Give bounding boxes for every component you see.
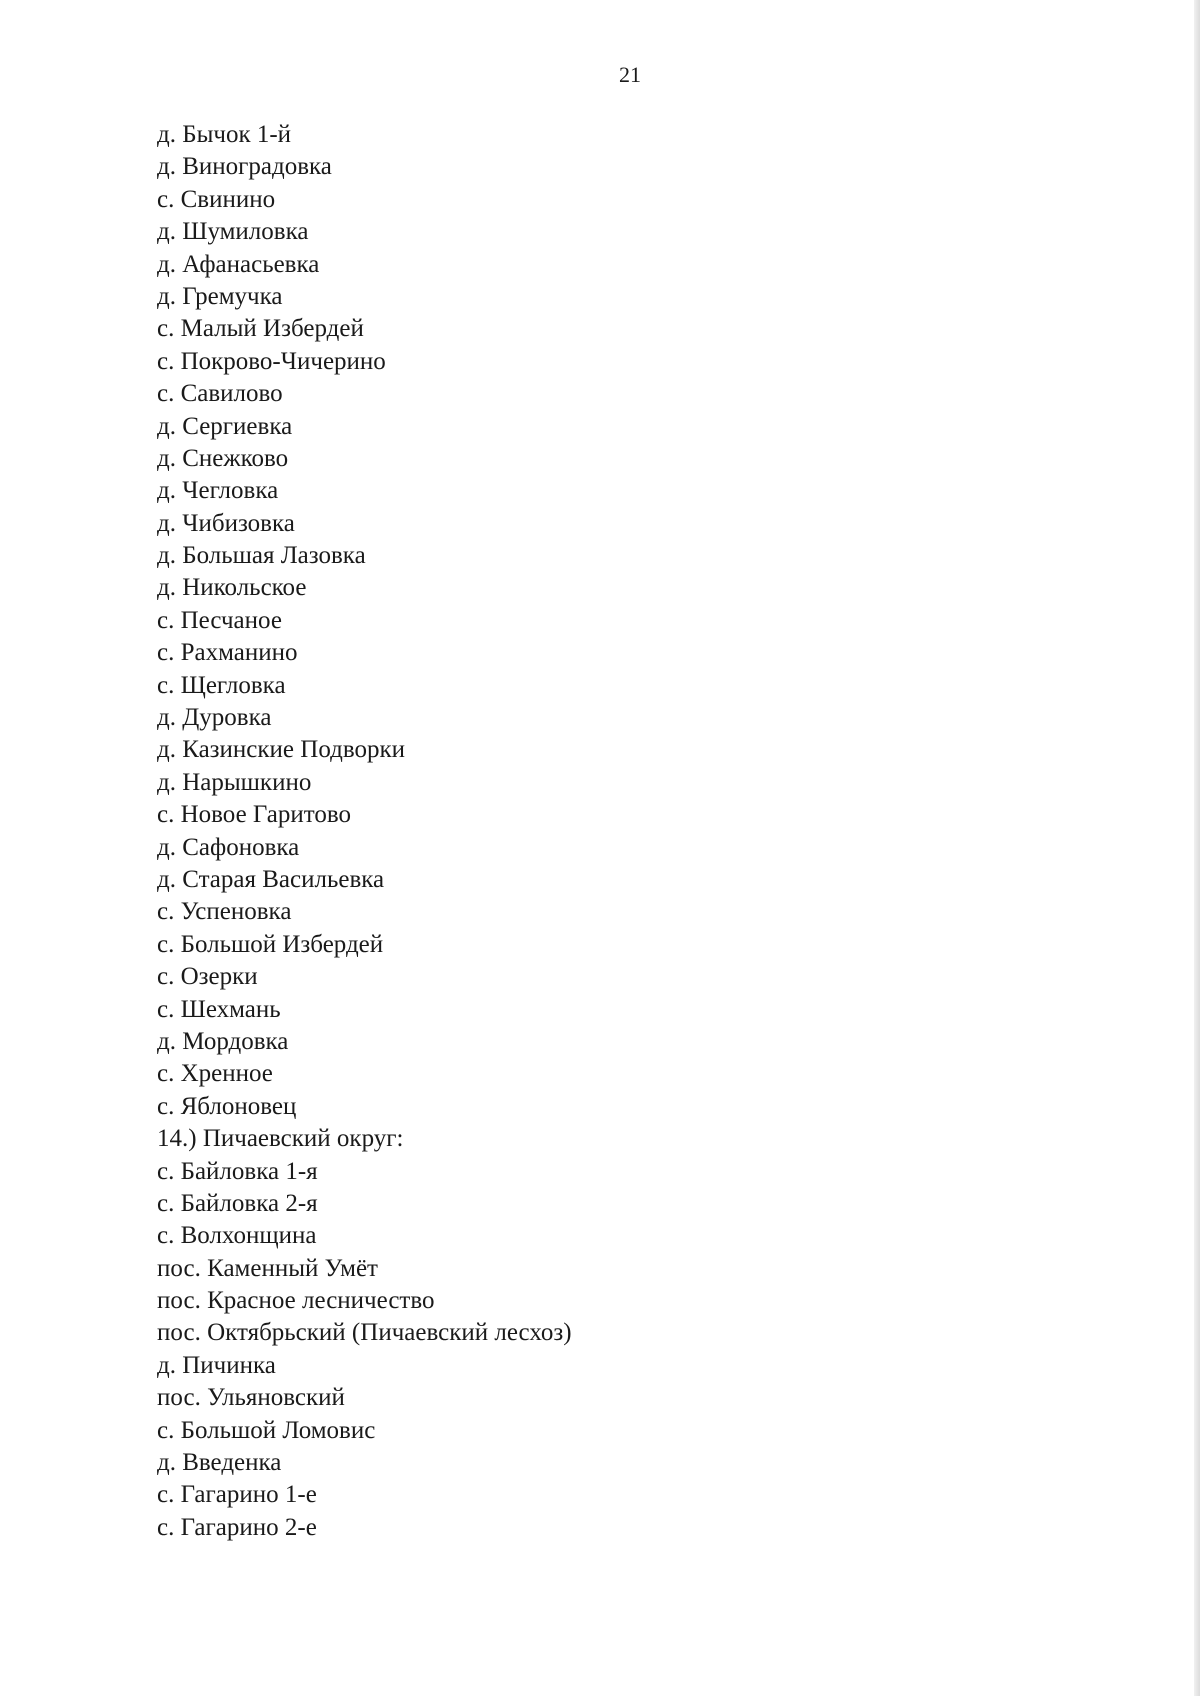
list-item: д. Мордовка	[157, 1027, 289, 1055]
list-item: д. Сафоновка	[157, 833, 300, 861]
list-item: с. Байловка 2-я	[157, 1189, 318, 1217]
section-heading: 14.) Пичаевский округ:	[157, 1125, 404, 1153]
list-item: д. Чибизовка	[157, 509, 295, 537]
list-item: с. Савилово	[157, 380, 283, 408]
list-item: с. Хренное	[157, 1060, 273, 1088]
list-item: д. Снежково	[157, 444, 289, 472]
list-item: д. Старая Васильевка	[157, 865, 385, 893]
list-item: с. Малый Избердей	[157, 315, 364, 343]
list-item: с. Щегловка	[157, 671, 286, 699]
list-item: с. Покрово-Чичерино	[157, 347, 386, 375]
list-item: с. Рахманино	[157, 639, 298, 667]
list-item: д. Нарышкино	[157, 768, 312, 796]
list-item: пос. Ульяновский	[157, 1384, 345, 1412]
list-item: с. Озерки	[157, 963, 258, 991]
list-item: д. Гремучка	[157, 282, 283, 310]
list-item: д. Сергиевка	[157, 412, 293, 440]
list-item: с. Гагарино 2-е	[157, 1513, 317, 1541]
list-item: с. Успеновка	[157, 898, 292, 926]
page-number: 21	[619, 62, 641, 87]
list-item: д. Казинские Подворки	[157, 736, 405, 764]
list-item: с. Свинино	[157, 185, 276, 213]
list-item: с. Гагарино 1-е	[157, 1481, 317, 1509]
list-item: с. Яблоновец	[157, 1092, 297, 1120]
list-item: с. Байловка 1-я	[157, 1157, 318, 1185]
list-item: с. Шехмань	[157, 995, 281, 1023]
list-item: пос. Октябрьский (Пичаевский лесхоз)	[157, 1319, 572, 1347]
list-item: с. Волхонщина	[157, 1222, 317, 1250]
list-item: с. Большой Избердей	[157, 930, 384, 958]
list-item: д. Виноградовка	[157, 153, 332, 181]
list-item: д. Бычок 1-й	[157, 121, 292, 148]
list-item: с. Большой Ломовис	[157, 1416, 376, 1444]
list-item: с. Песчаное	[157, 606, 282, 634]
list-item: д. Введенка	[157, 1449, 282, 1477]
list-item: пос. Каменный Умёт	[157, 1254, 378, 1282]
list-item: д. Никольское	[157, 574, 307, 602]
list-item: д. Шумиловка	[157, 218, 309, 246]
list-item: д. Пичинка	[157, 1351, 276, 1379]
settlement-list	[157, 119, 572, 1544]
list-item: д. Афанасьевка	[157, 250, 320, 278]
list-item: пос. Красное лесничество	[157, 1287, 435, 1315]
list-item: с. Новое Гаритово	[157, 801, 351, 829]
list-item: д. Дуровка	[157, 704, 272, 732]
list-item: д. Чегловка	[157, 477, 279, 505]
list-item: д. Большая Лазовка	[157, 542, 366, 570]
scan-edge	[1194, 0, 1200, 1696]
